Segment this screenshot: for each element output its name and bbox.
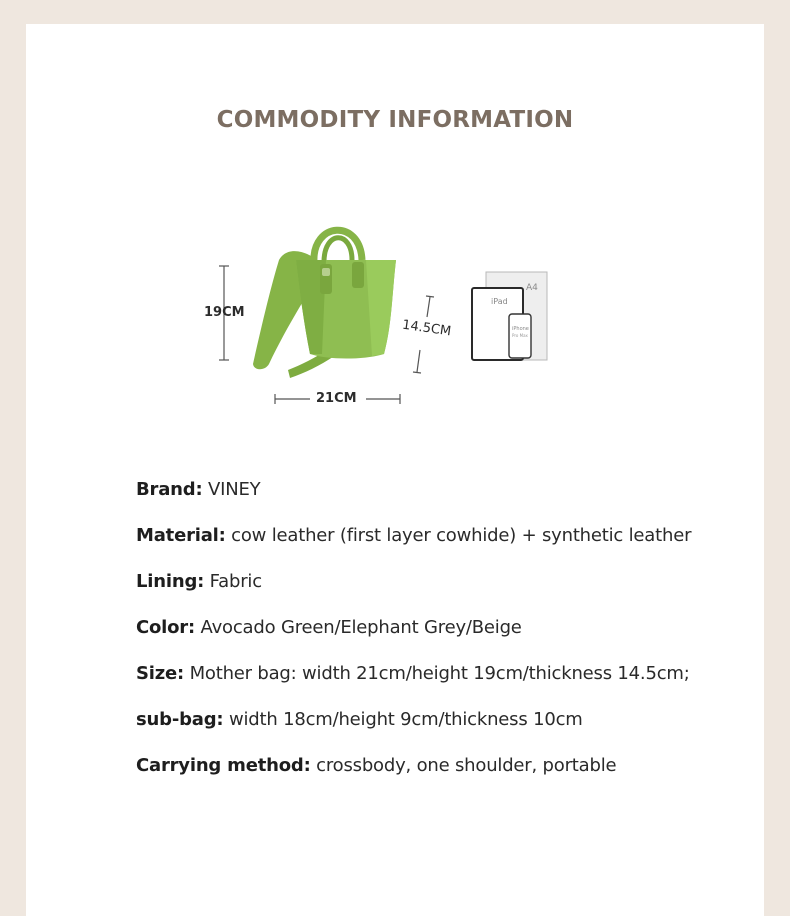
a4-label: A4 xyxy=(526,283,538,293)
spec-row-carrying-method: Carrying method: crossbody, one shoulder, portable xyxy=(136,755,617,776)
section-title: COMMODITY INFORMATION xyxy=(216,107,574,133)
spec-list xyxy=(136,479,756,801)
spec-row-size: Size: Mother bag: width 21cm/height 19cm/thickness 14.5cm; xyxy=(136,663,690,684)
spec-row-lining: Lining: Fabric xyxy=(136,571,262,592)
spec-row-sub-bag: sub-bag: width 18cm/height 9cm/thickness 10cm xyxy=(136,709,583,730)
thickness-label: 14.5CM xyxy=(401,317,453,340)
product-info-card xyxy=(26,24,764,916)
spec-row-material: Material: cow leather (first layer cowhide) + synthetic leather xyxy=(136,525,692,546)
bag-handle xyxy=(314,230,362,262)
spec-row-color: Color: Avocado Green/Elephant Grey/Beige xyxy=(136,617,522,638)
ipad-label: iPad xyxy=(491,297,508,306)
iphone-label: iPhone xyxy=(512,326,529,332)
width-label: 21CM xyxy=(316,391,357,406)
height-label: 19CM xyxy=(204,305,245,320)
product-figure xyxy=(26,24,764,444)
bag-illustration xyxy=(26,24,764,444)
spec-row-brand: Brand: VINEY xyxy=(136,479,261,500)
iphone-sub-label: Pro Max xyxy=(512,333,528,338)
